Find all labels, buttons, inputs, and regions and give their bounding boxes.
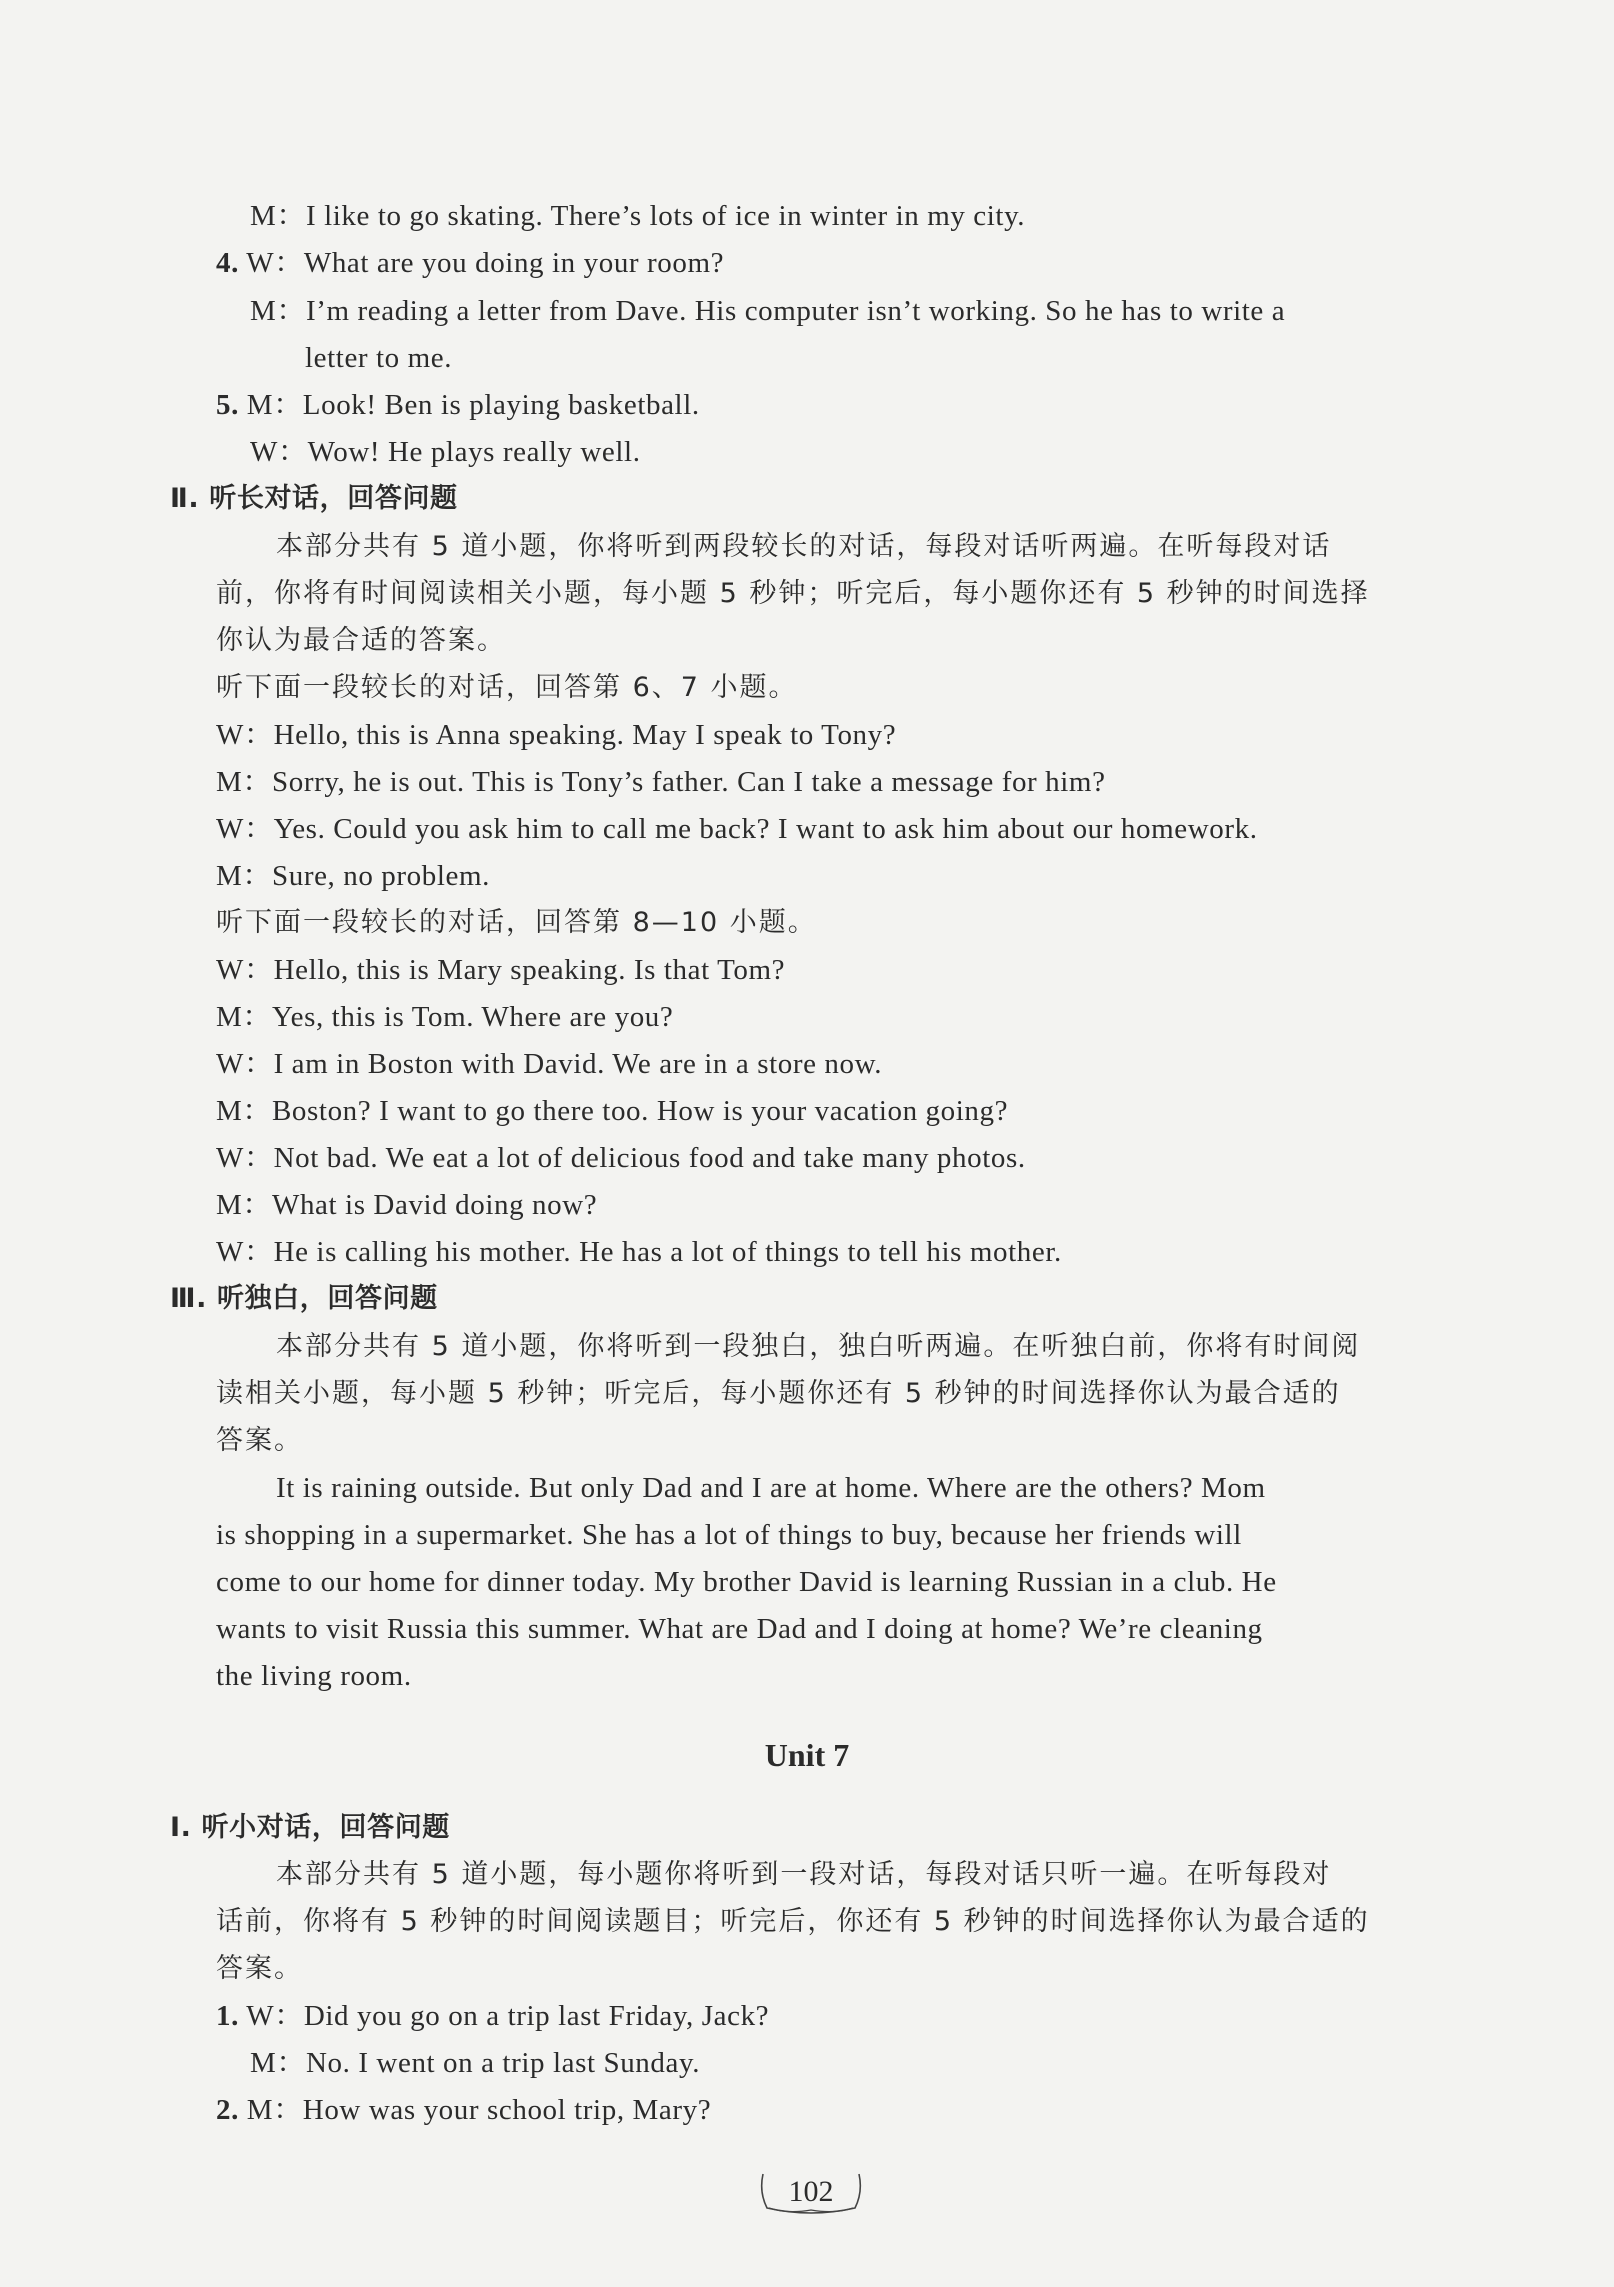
monologue-line: come to our home for dinner today. My brother David is learning Russian in a club. He [216,1566,1277,1598]
dialogue-text: M：How was your school trip, Mary? [238,2094,712,2126]
dialogue-line: M：Sorry, he is out. This is Tony’s father. Can I take a message for him? [216,766,1106,798]
question-line [216,385,700,425]
dialogue-line: W：Hello, this is Mary speaking. Is that Tom? [216,954,786,986]
instruction-line: 本部分共有 5 道小题，每小题你将听到一段对话，每段对话只听一遍。在听每段对 [276,1859,1332,1890]
dialogue-line: M：Sure, no problem. [216,860,490,892]
dialogue-line: W：I am in Boston with David. We are in a store now. [216,1048,883,1080]
instruction-line: 本部分共有 5 道小题，你将听到两段较长的对话，每段对话听两遍。在听每段对话 [276,531,1332,562]
dialogue-text: W：Did you go on a trip last Friday, Jack? [238,2000,770,2032]
instruction-line: 读相关小题，每小题 5 秒钟；听完后，每小题你还有 5 秒钟的时间选择你认为最合适的 [216,1378,1341,1409]
dialogue-text: W：What are you doing in your room? [238,247,725,279]
instruction-line: 答案。 [216,1953,303,1984]
page-number-ornament [757,2168,865,2218]
instruction-line: 前，你将有时间阅读相关小题，每小题 5 秒钟；听完后，每小题你还有 5 秒钟的时间选择 [216,578,1370,609]
page-number: 102 [788,2175,834,2208]
monologue-line: the living room. [216,1660,412,1692]
instruction-line: 本部分共有 5 道小题，你将听到一段独白，独白听两遍。在听独白前，你将有时间阅 [276,1331,1361,1362]
dialogue-line: W：He is calling his mother. He has a lot of things to tell his mother. [216,1236,1062,1268]
dialogue-line: M：Boston? I want to go there too. How is your vacation going? [216,1095,1009,1127]
question-line [216,243,724,283]
monologue-line: It is raining outside. But only Dad and I are at home. Where are the others? Mom [276,1472,1266,1504]
section-heading: Ⅱ. 听长对话，回答问题 [170,483,458,514]
question-number: 2. [216,2094,239,2126]
dialogue-text: M：Look! Ben is playing basketball. [238,389,700,421]
section-heading: Ⅲ. 听独白，回答问题 [170,1283,438,1314]
dialogue-line: M：I’m reading a letter from Dave. His computer isn’t working. So he has to write a [250,295,1286,327]
instruction-line: 话前，你将有 5 秒钟的时间阅读题目；听完后，你还有 5 秒钟的时间选择你认为最合适的 [216,1906,1370,1937]
monologue-line: is shopping in a supermarket. She has a lot of things to buy, because her friends will [216,1519,1242,1551]
dialogue-line: M：I like to go skating. There’s lots of ice in winter in my city. [250,200,1026,232]
section-heading: Ⅰ. 听小对话，回答问题 [170,1812,450,1843]
dialogue-line: W：Not bad. We eat a lot of delicious food and take many photos. [216,1142,1026,1174]
question-line [216,1996,769,2036]
instruction-line: 听下面一段较长的对话，回答第 8—10 小题。 [216,907,817,938]
unit-title: Unit 7 [764,1737,850,1773]
question-number: 1. [216,2000,239,2032]
dialogue-line: M：Yes, this is Tom. Where are you? [216,1001,674,1033]
question-number: 5. [216,389,239,421]
dialogue-line: M：What is David doing now? [216,1189,598,1221]
monologue-line: wants to visit Russia this summer. What are Dad and I doing at home? We’re cleaning [216,1613,1263,1645]
dialogue-line: W：Yes. Could you ask him to call me back? I want to ask him about our homework. [216,813,1258,845]
instruction-line: 你认为最合适的答案。 [216,625,506,656]
dialogue-line: W：Hello, this is Anna speaking. May I speak to Tony? [216,719,897,751]
instruction-line: 听下面一段较长的对话，回答第 6、7 小题。 [216,672,798,703]
dialogue-line: letter to me. [305,342,453,374]
question-number: 4. [216,247,239,279]
question-line [216,2090,711,2130]
instruction-line: 答案。 [216,1425,303,1456]
dialogue-line: M：No. I went on a trip last Sunday. [250,2047,701,2079]
dialogue-line: W：Wow! He plays really well. [250,436,641,468]
